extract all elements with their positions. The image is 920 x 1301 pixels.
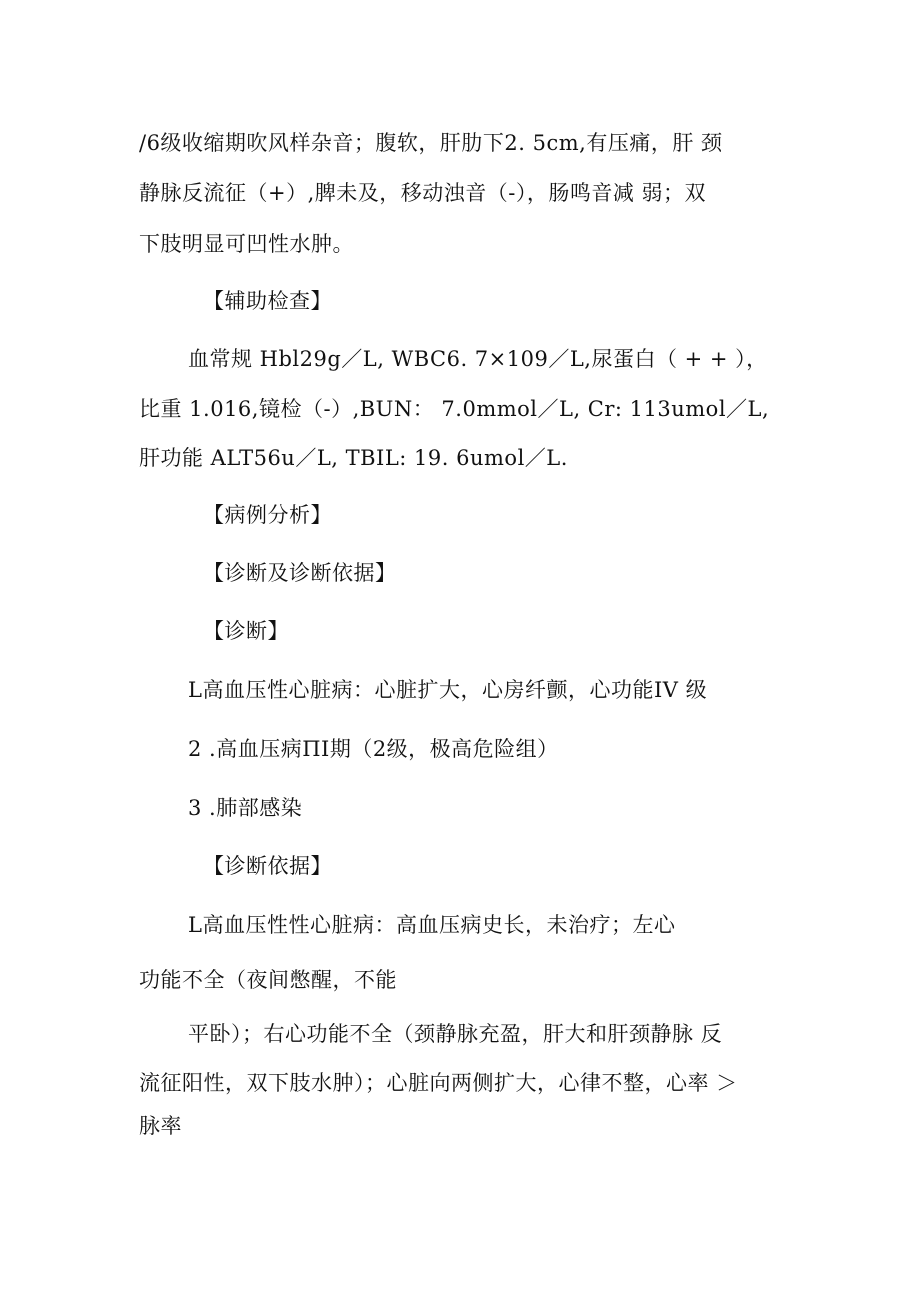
aux-exam-heading: 【辅助检查】 xyxy=(203,289,332,313)
basis-line-3: 平卧）；右心功能不全（颈静脉充盈，肝大和肝颈静脉 反 xyxy=(188,1022,723,1046)
exam-line-2: 静脉反流征（+）,脾未及，移动浊音（-），肠鸣音减 弱；双 xyxy=(139,181,707,205)
aux-line-3: 肝功能 ALT56u／L, TBIL: 19. 6umol／L. xyxy=(139,446,568,470)
diagnosis-item-2: 2 .高血压病ΠI期（2级，极高危险组） xyxy=(188,737,559,761)
case-analysis-heading: 【病例分析】 xyxy=(203,503,332,527)
diagnosis-and-basis-heading: 【诊断及诊断依据】 xyxy=(203,561,397,585)
basis-line-1: L高血压性性心脏病：高血压病史长，未治疗；左心 xyxy=(188,913,676,937)
aux-line-2: 比重 1.016,镜检（-）,BUN： 7.0mmol／L, Cr: 113umol／L, xyxy=(139,397,770,421)
basis-line-5: 脉率 xyxy=(139,1114,182,1138)
basis-line-4: 流征阳性，双下肢水肿）；心脏向两侧扩大，心律不整，心率 ＞ xyxy=(139,1071,738,1095)
diagnosis-basis-heading: 【诊断依据】 xyxy=(203,854,332,878)
basis-line-2: 功能不全（夜间憋醒，不能 xyxy=(139,968,397,992)
exam-line-1: /6级收缩期吹风样杂音；腹软，肝肋下2. 5cm,有压痛，肝 颈 xyxy=(139,131,723,155)
exam-line-3: 下肢明显可凹性水肿。 xyxy=(139,232,354,256)
aux-line-1: 血常规 Hbl29g／L, WBC6. 7×109／L,尿蛋白（ + + ）， xyxy=(188,347,768,371)
diagnosis-item-3: 3 .肺部感染 xyxy=(188,796,303,820)
diagnosis-item-1: L高血压性心脏病：心脏扩大，心房纤颤，心功能IV 级 xyxy=(188,678,708,702)
diagnosis-heading: 【诊断】 xyxy=(203,619,289,643)
